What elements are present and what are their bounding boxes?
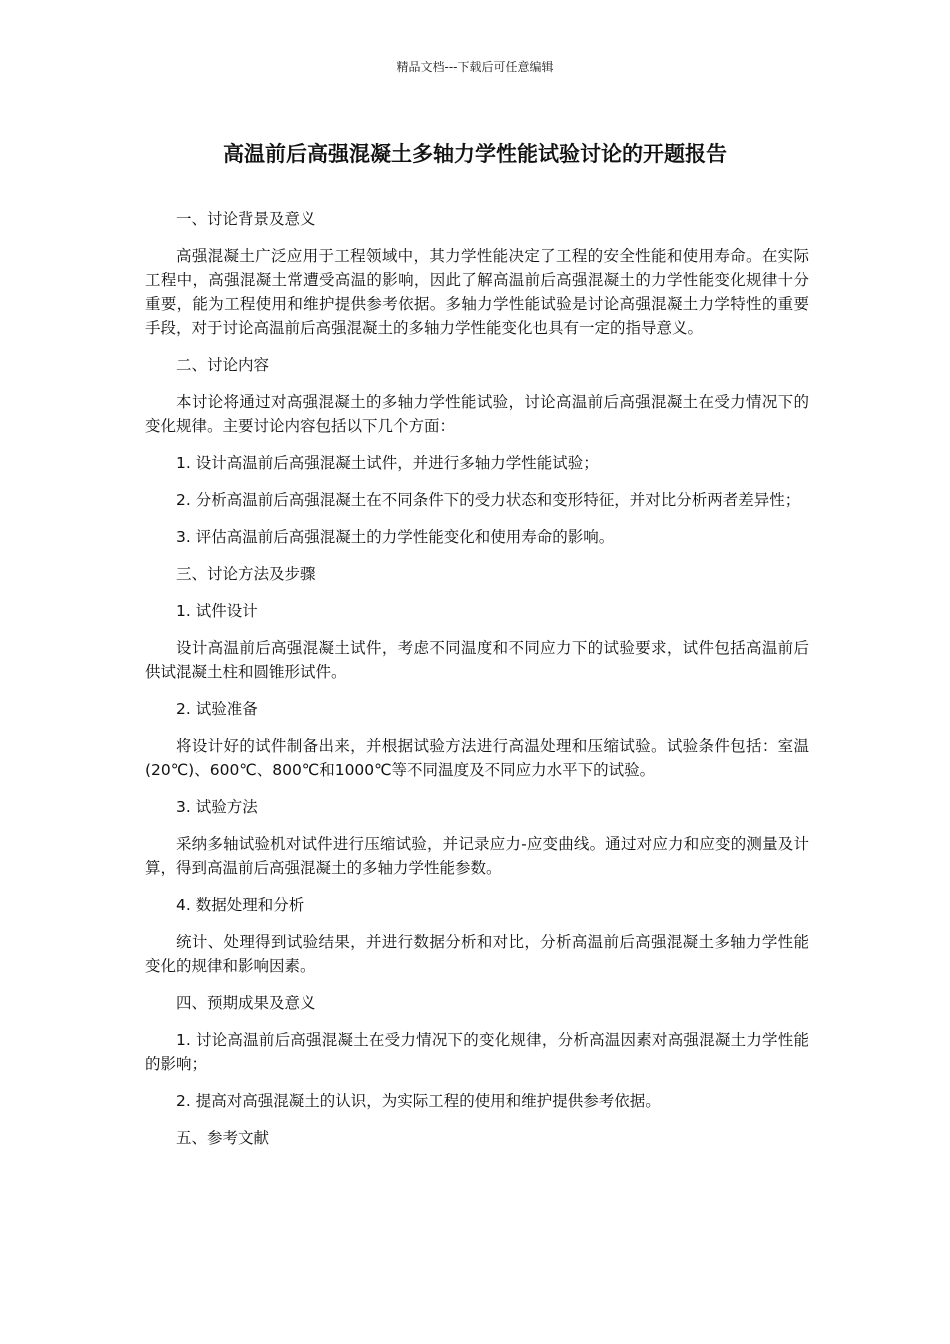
list-item-content-1: 1. 设计高温前后高强混凝土试件，并进行多轴力学性能试验；: [176, 454, 599, 472]
subheading-test-preparation: 2. 试验准备: [176, 700, 258, 718]
paragraph-specimen-design: 设计高温前后高强混凝土试件，考虑不同温度和不同应力下的试验要求，试件包括高温前后供试混凝土柱和圆锥形试件。: [145, 639, 809, 681]
paragraph-test-method: 采纳多轴试验机对试件进行压缩试验，并记录应力-应变曲线。通过对应力和应变的测量及计算，得到高温前后高强混凝土的多轴力学性能参数。: [145, 835, 809, 877]
list-item-content-2: 2. 分析高温前后高强混凝土在不同条件下的受力状态和变形特征，并对比分析两者差异性；: [176, 491, 801, 509]
paragraph-background: 高强混凝土广泛应用于工程领域中，其力学性能决定了工程的安全性能和使用寿命。在实际工程中，高强混凝土常遭受高温的影响，因此了解高温前后高强混凝土的力学性能变化规律十分重要，能为工程使用和维护提供参考依据。多轴力学性能试验是讨论高强混凝土力学特性的重要手段，对于讨论高温前后高强混凝土的多轴力学性能变化也具有一定的指导意义。: [145, 247, 809, 337]
subheading-data-analysis: 4. 数据处理和分析: [176, 896, 305, 914]
section-heading-methods: 三、讨论方法及步骤: [176, 565, 316, 583]
document-body: [145, 207, 809, 1163]
paragraph-test-preparation: 将设计好的试件制备出来，并根据试验方法进行高温处理和压缩试验。试验条件包括：室温(20℃)、600℃、800℃和1000℃等不同温度及不同应力水平下的试验。: [145, 737, 809, 779]
list-item-results-2: 2. 提高对高强混凝土的认识，为实际工程的使用和维护提供参考依据。: [176, 1092, 661, 1110]
subheading-specimen-design: 1. 试件设计: [176, 602, 258, 620]
subheading-test-method: 3. 试验方法: [176, 798, 258, 816]
paragraph-data-analysis: 统计、处理得到试验结果，并进行数据分析和对比，分析高温前后高强混凝土多轴力学性能变化的规律和影响因素。: [145, 933, 809, 975]
list-item-results-1: 1. 讨论高温前后高强混凝土在受力情况下的变化规律，分析高温因素对高强混凝土力学性能的影响；: [145, 1031, 809, 1073]
paragraph-content-intro: 本讨论将通过对高强混凝土的多轴力学性能试验，讨论高温前后高强混凝土在受力情况下的变化规律。主要讨论内容包括以下几个方面：: [145, 393, 809, 435]
section-heading-expected-results: 四、预期成果及意义: [176, 994, 316, 1012]
page-header: 精品文档---下载后可任意编辑: [396, 60, 554, 74]
section-heading-content: 二、讨论内容: [176, 356, 270, 374]
document-title: 高温前后高强混凝土多轴力学性能试验讨论的开题报告: [223, 142, 727, 166]
section-heading-background: 一、讨论背景及意义: [176, 210, 316, 228]
list-item-content-3: 3. 评估高温前后高强混凝土的力学性能变化和使用寿命的影响。: [176, 528, 615, 546]
section-heading-references: 五、参考文献: [176, 1129, 270, 1147]
